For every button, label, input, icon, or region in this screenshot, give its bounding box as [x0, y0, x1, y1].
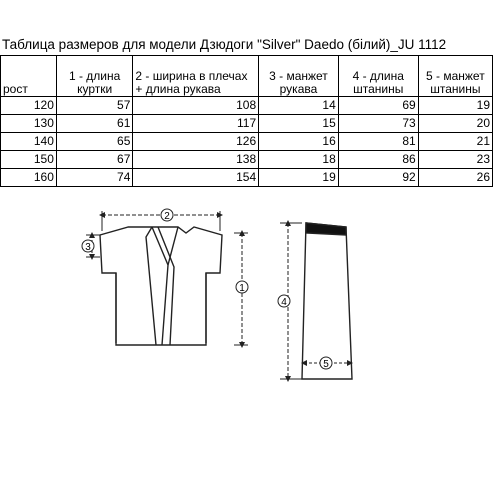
column-header-leg-cuff: 5 - манжет штанины [418, 56, 492, 97]
column-header-sleeve-cuff: 3 - манжет рукава [259, 56, 339, 97]
column-header-leg-length: 4 - длина штанины [338, 56, 418, 97]
pants-drawing [302, 223, 352, 379]
table-row [1, 115, 493, 133]
table-cell: 150 [1, 151, 57, 169]
table-cell: 57 [56, 97, 132, 115]
table-cell: 73 [338, 115, 418, 133]
table-cell: 154 [133, 169, 259, 187]
marker-label-4: 4 [281, 297, 287, 308]
table-cell: 61 [56, 115, 132, 133]
table-cell: 19 [418, 97, 492, 115]
table-cell: 67 [56, 151, 132, 169]
table-cell: 20 [418, 115, 492, 133]
table-cell: 74 [56, 169, 132, 187]
table-cell: 26 [418, 169, 492, 187]
table-row [1, 97, 493, 115]
marker-label-2: 2 [164, 211, 170, 222]
table-cell: 69 [338, 97, 418, 115]
table-row [1, 169, 493, 187]
table-cell: 138 [133, 151, 259, 169]
table-cell: 140 [1, 133, 57, 151]
table-cell: 81 [338, 133, 418, 151]
table-cell: 160 [1, 169, 57, 187]
marker-label-3: 3 [85, 242, 91, 253]
table-cell: 86 [338, 151, 418, 169]
table-row [1, 133, 493, 151]
marker-label-1: 1 [239, 283, 245, 294]
column-header-height: рост [1, 56, 57, 97]
table-cell: 108 [133, 97, 259, 115]
table-cell: 130 [1, 115, 57, 133]
measurement-diagram [70, 205, 370, 385]
table-cell: 92 [338, 169, 418, 187]
column-header-jacket-length: 1 - длина куртки [56, 56, 132, 97]
jacket-drawing [100, 227, 222, 345]
size-table [0, 55, 493, 187]
table-cell: 65 [56, 133, 132, 151]
page-title: Таблица размеров для модели Дзюдоги "Silver" Daedo (білий)_JU 1112 [2, 37, 447, 52]
table-cell: 21 [418, 133, 492, 151]
marker-label-5: 5 [323, 359, 329, 370]
table-cell: 14 [259, 97, 339, 115]
table-cell: 120 [1, 97, 57, 115]
table-cell: 117 [133, 115, 259, 133]
table-cell: 15 [259, 115, 339, 133]
table-header-row [1, 56, 493, 97]
table-cell: 16 [259, 133, 339, 151]
table-cell: 126 [133, 133, 259, 151]
table-cell: 19 [259, 169, 339, 187]
table-row [1, 151, 493, 169]
table-cell: 18 [259, 151, 339, 169]
table-cell: 23 [418, 151, 492, 169]
column-header-shoulder-sleeve: 2 - ширина в плечах + длина рукава [133, 56, 259, 97]
